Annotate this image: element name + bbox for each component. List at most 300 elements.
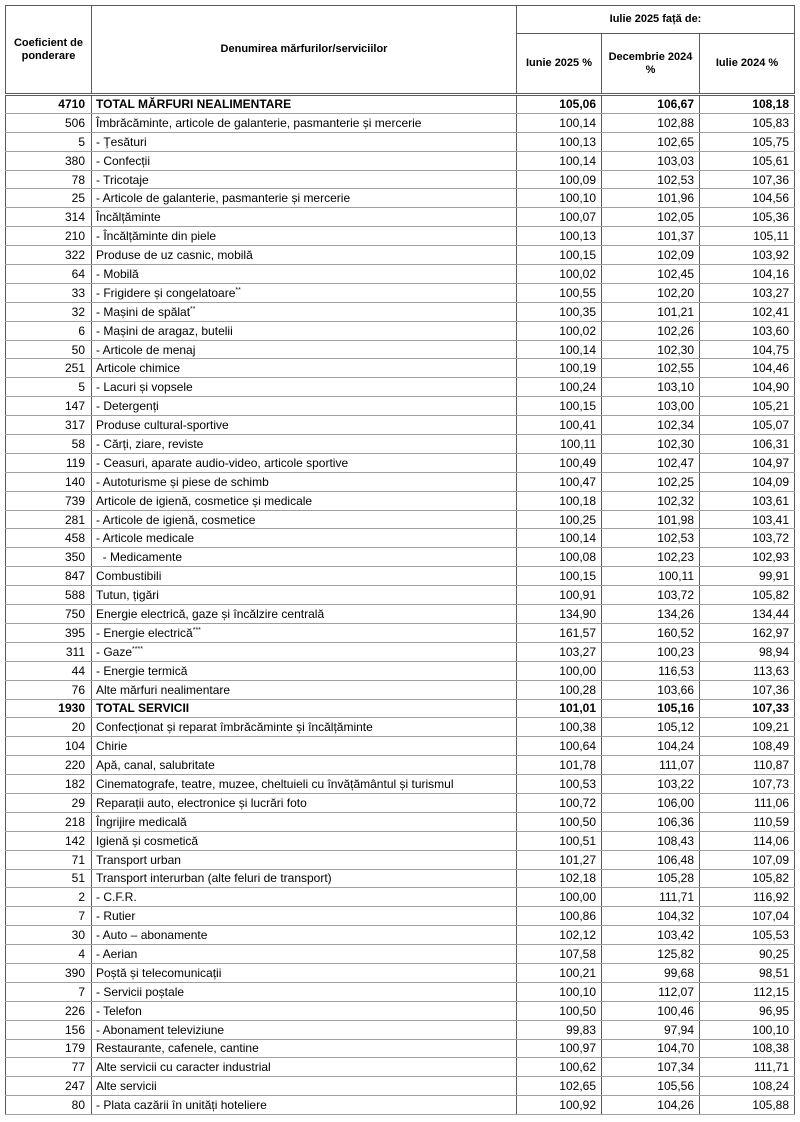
value-july-2024-cell-text: 105,36 [752,210,790,225]
name-cell-text: - Energie termică [96,663,188,678]
value-december-2024-cell [602,982,700,1001]
weight-cell [6,416,92,435]
value-july-2024-cell [700,623,795,642]
name-cell-text: Tutun, țigări [96,588,159,603]
weight-cell [6,548,92,567]
name-cell-text: - Telefon [96,1003,142,1018]
name-cell [92,170,517,189]
value-june-2025-cell-text: 100,15 [559,248,596,263]
value-july-2024-cell [700,265,795,284]
value-july-2024-cell-text: 105,07 [752,418,790,433]
value-june-2025-cell-text: 99,83 [565,1022,596,1037]
value-july-2024-cell [700,661,795,680]
value-december-2024-cell [602,812,700,831]
footnote-marker: **** [132,645,143,653]
value-july-2024-cell-text: 98,94 [758,644,790,659]
value-july-2024-cell [700,1096,795,1115]
value-july-2024-cell-text: 105,75 [752,134,790,149]
value-july-2024-cell-text: 104,46 [752,361,790,376]
value-december-2024-cell [602,472,700,491]
value-december-2024-cell [602,623,700,642]
value-december-2024-cell-text: 134,26 [657,606,694,621]
value-december-2024-cell-text: 103,10 [657,380,694,395]
value-july-2024-cell [700,642,795,661]
value-july-2024-cell-text: 113,63 [753,663,790,678]
header-col-december-2024: Decembrie 2024 % [602,34,700,95]
value-december-2024-cell [602,359,700,378]
value-december-2024-cell [602,113,700,132]
value-december-2024-cell [602,208,700,227]
name-cell-text: Alte mărfuri nealimentare [96,682,231,697]
weight-cell-text: 506 [64,115,85,130]
table-row [6,302,795,321]
value-december-2024-cell-text: 100,46 [657,1003,694,1018]
table-row [6,151,795,170]
value-december-2024-cell-text: 102,32 [657,493,694,508]
table-row [6,718,795,737]
value-july-2024-cell [700,567,795,586]
value-december-2024-cell [602,397,700,416]
weight-cell-text: 7 [78,909,85,924]
name-cell-text: TOTAL MĂRFURI NEALIMENTARE [96,97,292,112]
value-july-2024-cell-text: 104,16 [752,266,790,281]
value-june-2025-cell [517,642,602,661]
value-december-2024-cell [602,831,700,850]
value-december-2024-cell [602,95,700,114]
value-june-2025-cell-text: 100,91 [559,588,596,603]
value-july-2024-cell-text: 96,95 [758,1003,790,1018]
value-july-2024-cell [700,113,795,132]
value-june-2025-cell [517,359,602,378]
value-june-2025-cell [517,907,602,926]
weight-cell [6,605,92,624]
table-row [6,246,795,265]
name-cell-text: - Articole de menaj [96,342,196,357]
value-june-2025-cell-text: 100,50 [559,1003,596,1018]
value-june-2025-cell [517,567,602,586]
value-december-2024-cell-text: 102,30 [657,436,694,451]
table-row [6,869,795,888]
weight-cell [6,1039,92,1058]
weight-cell [6,340,92,359]
weight-cell-text: 458 [64,531,85,546]
value-december-2024-cell [602,793,700,812]
name-cell-text: TOTAL SERVICII [96,701,190,716]
value-december-2024-cell [602,340,700,359]
weight-cell [6,170,92,189]
value-july-2024-cell-text: 107,36 [752,172,790,187]
value-december-2024-cell-text: 101,21 [657,304,694,319]
header-weight: Coeficient de ponderare [6,6,92,95]
value-june-2025-cell [517,265,602,284]
value-june-2025-cell-text: 101,01 [559,701,596,716]
name-cell [92,265,517,284]
value-july-2024-cell [700,793,795,812]
value-june-2025-cell [517,605,602,624]
value-july-2024-cell-text: 102,41 [752,304,790,319]
name-cell [92,926,517,945]
table-row [6,605,795,624]
value-july-2024-cell-text: 105,11 [753,229,790,244]
name-cell [92,227,517,246]
value-june-2025-cell [517,453,602,472]
value-july-2024-cell [700,227,795,246]
name-cell [92,548,517,567]
value-june-2025-cell-text: 100,28 [559,682,596,697]
value-june-2025-cell [517,869,602,888]
name-cell [92,756,517,775]
value-july-2024-cell-text: 111,06 [754,795,790,810]
value-july-2024-cell [700,359,795,378]
value-july-2024-cell [700,378,795,397]
value-june-2025-cell [517,472,602,491]
weight-cell-text: 142 [64,833,85,848]
name-cell-text: Articole chimice [96,361,181,376]
value-december-2024-cell-text: 100,11 [658,569,694,584]
value-december-2024-cell [602,756,700,775]
value-june-2025-cell-text: 107,58 [559,947,596,962]
name-cell [92,246,517,265]
value-june-2025-cell-text: 100,62 [559,1060,596,1075]
weight-cell-text: 247 [64,1079,85,1094]
value-july-2024-cell [700,945,795,964]
value-july-2024-cell-text: 105,21 [752,399,790,414]
value-june-2025-cell [517,227,602,246]
table-row [6,661,795,680]
value-july-2024-cell [700,189,795,208]
value-december-2024-cell-text: 101,98 [657,512,694,527]
value-june-2025-cell [517,982,602,1001]
weight-cell [6,302,92,321]
value-june-2025-cell-text: 105,06 [559,97,596,112]
value-july-2024-cell-text: 105,53 [752,928,790,943]
name-cell-text: - Auto – abonamente [96,928,208,943]
weight-cell [6,1001,92,1020]
value-june-2025-cell [517,1020,602,1039]
weight-cell [6,208,92,227]
value-july-2024-cell-text: 107,09 [752,852,790,867]
value-june-2025-cell [517,491,602,510]
price-index-table-page [5,5,794,1115]
value-july-2024-cell-text: 104,90 [752,380,790,395]
value-july-2024-cell-text: 98,51 [758,965,790,980]
value-june-2025-cell-text: 100,15 [559,399,596,414]
value-december-2024-cell [602,321,700,340]
value-july-2024-cell-text: 111,71 [754,1060,790,1075]
value-december-2024-cell-text: 105,16 [657,701,694,716]
name-cell [92,416,517,435]
value-june-2025-cell-text: 100,47 [559,474,596,489]
value-july-2024-cell-text: 108,24 [752,1079,790,1094]
value-june-2025-cell [517,208,602,227]
value-july-2024-cell [700,699,795,718]
name-cell-text: Alte servicii cu caracter industrial [96,1060,271,1075]
value-june-2025-cell [517,397,602,416]
table-row [6,189,795,208]
value-june-2025-cell-text: 100,10 [559,984,596,999]
value-june-2025-cell-text: 100,21 [559,965,596,980]
name-cell-text: - C.F.R. [96,890,137,905]
value-june-2025-cell [517,812,602,831]
table-row [6,113,795,132]
value-july-2024-cell-text: 108,49 [752,739,790,754]
value-june-2025-cell [517,529,602,548]
value-june-2025-cell [517,1001,602,1020]
name-cell-text: Apă, canal, salubritate [96,758,215,773]
table-row [6,321,795,340]
value-july-2024-cell-text: 105,83 [752,115,790,130]
value-july-2024-cell [700,283,795,302]
weight-cell-text: 390 [64,965,85,980]
name-cell-text: - Aerian [96,947,138,962]
value-december-2024-cell [602,869,700,888]
weight-cell-text: 251 [64,361,85,376]
value-june-2025-cell [517,170,602,189]
name-cell [92,586,517,605]
name-cell-text: - Lacuri și vopsele [96,380,193,395]
name-cell [92,510,517,529]
weight-cell [6,963,92,982]
name-cell-text: Combustibili [96,569,162,584]
weight-cell-text: 119 [65,455,85,470]
weight-cell [6,850,92,869]
value-december-2024-cell-text: 103,03 [657,153,694,168]
value-december-2024-cell-text: 111,07 [659,758,694,773]
weight-cell [6,1096,92,1115]
weight-cell-text: 147 [64,399,85,414]
value-july-2024-cell [700,453,795,472]
weight-cell [6,945,92,964]
name-cell-text: - Articole de galanterie, pasmanterie și mercerie [96,191,351,206]
table-row [6,1058,795,1077]
value-june-2025-cell-text: 100,00 [559,663,596,678]
value-july-2024-cell-text: 103,27 [752,285,790,300]
weight-cell [6,435,92,454]
weight-cell-text: 77 [71,1060,85,1075]
value-december-2024-cell-text: 125,82 [657,947,694,962]
value-december-2024-cell [602,510,700,529]
name-cell [92,283,517,302]
name-cell [92,491,517,510]
weight-cell-text: 78 [71,172,85,187]
value-december-2024-cell [602,435,700,454]
value-july-2024-cell [700,963,795,982]
table-row [6,1077,795,1096]
value-june-2025-cell-text: 100,86 [559,909,596,924]
name-cell [92,151,517,170]
value-july-2024-cell [700,1077,795,1096]
value-july-2024-cell [700,737,795,756]
value-december-2024-cell-text: 106,67 [657,97,694,112]
weight-cell [6,869,92,888]
name-cell [92,963,517,982]
value-july-2024-cell [700,132,795,151]
name-cell [92,132,517,151]
weight-cell-text: 140 [64,474,85,489]
value-june-2025-cell [517,378,602,397]
value-december-2024-cell-text: 104,24 [657,739,694,754]
name-cell-text: - Mașini de aragaz, butelii [96,323,233,338]
value-july-2024-cell-text: 107,36 [752,682,790,697]
value-december-2024-cell-text: 102,53 [657,531,694,546]
weight-cell-text: 847 [64,569,85,584]
name-cell [92,529,517,548]
name-cell [92,718,517,737]
value-june-2025-cell [517,1077,602,1096]
value-july-2024-cell-text: 105,82 [752,871,790,886]
table-row [6,756,795,775]
weight-cell-text: 7 [78,984,85,999]
value-july-2024-cell [700,605,795,624]
name-cell [92,302,517,321]
name-cell-text: - Articole medicale [96,531,195,546]
value-july-2024-cell [700,340,795,359]
value-july-2024-cell-text: 90,25 [758,947,790,962]
weight-cell [6,680,92,699]
table-row [6,529,795,548]
weight-cell [6,491,92,510]
value-july-2024-cell-text: 103,61 [752,493,790,508]
table-row [6,548,795,567]
name-cell-text: Transport urban [96,852,181,867]
value-december-2024-cell-text: 103,42 [657,928,694,943]
value-june-2025-cell-text: 100,38 [559,720,596,735]
weight-cell-text: 76 [71,682,85,697]
value-july-2024-cell-text: 105,88 [752,1098,790,1113]
name-cell-text: Poștă și telecomunicații [96,965,222,980]
name-cell [92,359,517,378]
value-december-2024-cell [602,718,700,737]
weight-cell-text: 5 [78,380,85,395]
table-row [6,227,795,246]
value-june-2025-cell [517,189,602,208]
value-june-2025-cell [517,623,602,642]
header-name: Denumirea mărfurilor/serviciilor [92,6,517,95]
value-june-2025-cell [517,793,602,812]
weight-cell-text: 750 [64,606,85,621]
value-june-2025-cell [517,113,602,132]
value-december-2024-cell-text: 103,00 [657,399,694,414]
weight-cell [6,113,92,132]
weight-cell [6,227,92,246]
name-cell-text: Cinematografe, teatre, muzee, cheltuieli cu învățământul și turismul [96,777,454,791]
value-june-2025-cell-text: 100,64 [559,739,596,754]
table-row [6,170,795,189]
name-cell [92,623,517,642]
name-cell-text: Încălțăminte [96,210,161,225]
value-june-2025-cell [517,661,602,680]
value-july-2024-cell [700,1020,795,1039]
value-december-2024-cell-text: 102,09 [657,248,694,263]
weight-cell [6,1058,92,1077]
value-july-2024-cell-text: 105,82 [752,588,790,603]
value-july-2024-cell [700,472,795,491]
value-december-2024-cell [602,945,700,964]
value-december-2024-cell [602,586,700,605]
name-cell-text: - Servicii poștale [96,984,185,999]
table-row [6,982,795,1001]
value-december-2024-cell [602,926,700,945]
value-december-2024-cell-text: 102,26 [657,323,694,338]
name-cell [92,812,517,831]
value-december-2024-cell-text: 111,71 [659,890,694,905]
name-cell [92,699,517,718]
value-december-2024-cell [602,699,700,718]
value-december-2024-cell-text: 102,25 [657,474,694,489]
value-june-2025-cell [517,416,602,435]
name-cell [92,567,517,586]
value-december-2024-cell-text: 116,53 [658,663,694,678]
value-july-2024-cell [700,831,795,850]
table-row [6,680,795,699]
value-june-2025-cell-text: 100,49 [559,455,596,470]
value-december-2024-cell [602,1096,700,1115]
name-cell [92,661,517,680]
weight-cell-text: 29 [71,795,85,810]
value-december-2024-cell-text: 108,43 [657,833,694,848]
name-cell-text: Confecționat și reparat îmbrăcăminte și încălțăminte [96,720,373,735]
name-cell-text: Articole de igienă, cosmetice și medicale [96,493,313,508]
table-row [6,737,795,756]
table-row [6,586,795,605]
value-june-2025-cell-text: 100,14 [559,153,596,168]
value-june-2025-cell-text: 100,11 [560,436,596,451]
value-july-2024-cell-text: 162,97 [752,625,790,640]
value-december-2024-cell [602,170,700,189]
value-december-2024-cell [602,907,700,926]
table-row [6,340,795,359]
value-june-2025-cell-text: 100,09 [559,172,596,187]
value-december-2024-cell-text: 106,00 [657,795,694,810]
value-december-2024-cell-text: 102,05 [657,210,694,225]
value-july-2024-cell-text: 107,33 [752,701,790,716]
table-row [6,416,795,435]
value-july-2024-cell [700,548,795,567]
price-index-table [5,5,795,1115]
table-row [6,812,795,831]
value-december-2024-cell [602,132,700,151]
value-july-2024-cell [700,435,795,454]
name-cell-text: - Frigidere și congelatoare [96,285,236,300]
value-december-2024-cell [602,642,700,661]
table-row [6,359,795,378]
table-row [6,132,795,151]
value-december-2024-cell [602,1001,700,1020]
table-row [6,926,795,945]
value-june-2025-cell [517,1039,602,1058]
name-cell-text: - Autoturisme și piese de schimb [96,474,269,489]
weight-cell-text: 314 [64,210,85,225]
value-december-2024-cell-text: 102,34 [657,418,694,433]
weight-cell [6,1077,92,1096]
weight-cell-text: 6 [78,323,85,338]
weight-cell-text: 5 [78,134,85,149]
name-cell-text: Energie electrică, gaze și încălzire centrală [96,606,325,621]
header-comparison: Iulie 2025 față de: [517,6,795,34]
weight-cell [6,453,92,472]
weight-cell-text: 50 [71,342,85,357]
name-cell [92,1058,517,1077]
value-june-2025-cell-text: 100,18 [559,493,596,508]
value-july-2024-cell [700,756,795,775]
value-june-2025-cell-text: 102,12 [559,928,596,943]
value-december-2024-cell [602,302,700,321]
weight-cell [6,699,92,718]
value-december-2024-cell-text: 99,68 [663,965,694,980]
name-cell [92,907,517,926]
name-cell-text: - Abonament televiziune [96,1022,225,1037]
value-december-2024-cell-text: 102,30 [657,342,694,357]
